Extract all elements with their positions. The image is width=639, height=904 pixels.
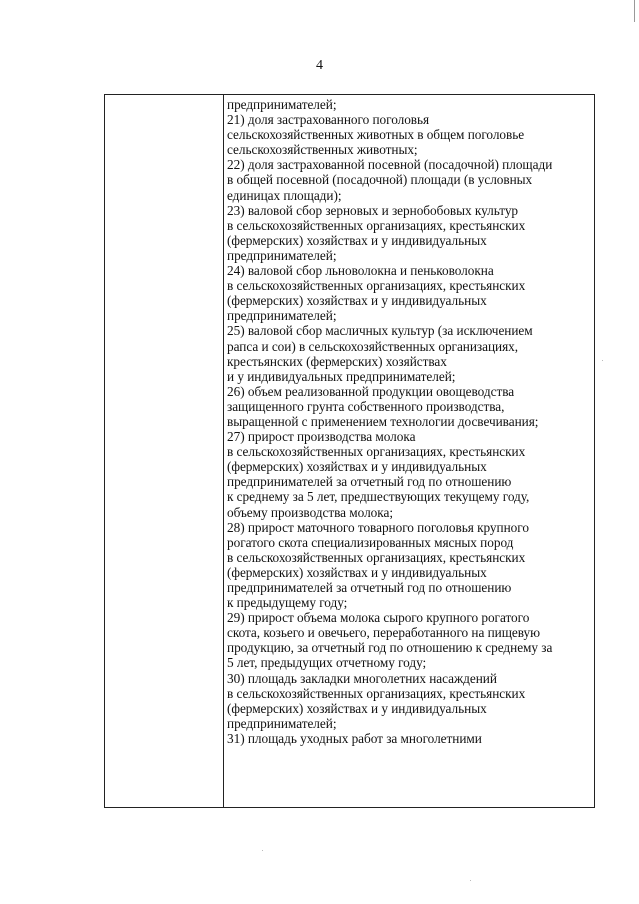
table-text-line: в сельскохозяйственных организациях, крестьянских	[227, 217, 526, 233]
table-text-line: 25) валовой сбор масличных культур (за исключением	[227, 323, 533, 339]
table-text-line: предпринимателей;	[227, 97, 337, 112]
table-text-line: и у индивидуальных предпринимателей;	[227, 368, 456, 384]
table-text-line: в сельскохозяйственных организациях, крестьянских	[227, 444, 526, 460]
table-text-line: предпринимателей;	[227, 715, 337, 731]
table-text-line: 29) прирост объема молока сырого крупного рогатого	[227, 610, 530, 626]
table-text-line: предпринимателей за отчетный год по отношению	[227, 580, 512, 595]
table-text-line: в сельскохозяйственных организациях, крестьянских	[227, 685, 526, 701]
table-text-line: крестьянских (фермерских) хозяйствах	[227, 353, 447, 369]
table-text-line: 5 лет, предыдущих отчетному году;	[227, 655, 427, 671]
scan-speck	[602, 360, 603, 361]
scan-speck	[262, 850, 263, 851]
table-text-line: 26) объем реализованной продукции овощеводства	[227, 383, 515, 399]
table-text-line: (фермерских) хозяйствах и у индивидуальных	[227, 459, 487, 475]
table-text-line: сельскохозяйственных животных в общем поголовье	[227, 127, 525, 143]
table-text-line: (фермерских) хозяйствах и у индивидуальных	[227, 293, 487, 309]
table-text-line: 21) доля застрахованного поголовья	[227, 112, 430, 128]
table-text-line: в общей посевной (посадочной) площади (в условных	[227, 172, 533, 188]
page-number: 4	[316, 58, 323, 73]
table-text-line: (фермерских) хозяйствах и у индивидуальных	[227, 232, 487, 248]
table-left-cell	[105, 95, 224, 807]
table-text-line: сельскохозяйственных животных;	[227, 142, 418, 158]
table-text-line: выращенной с применением технологии досвечивания;	[227, 413, 539, 429]
table-text-line: единицах площади);	[227, 187, 342, 203]
table-text-line: рогатого скота специализированных мясных пород	[227, 534, 514, 550]
document-table	[104, 94, 595, 808]
table-text-line: 28) прирост маточного товарного поголовья крупного	[227, 519, 529, 535]
table-text-line: к предыдущему году;	[227, 595, 348, 611]
table-text-line: продукцию, за отчетный год по отношению к среднему за	[227, 640, 553, 656]
table-text-line: в сельскохозяйственных организациях, крестьянских	[227, 278, 526, 294]
table-text-line: (фермерских) хозяйствах и у индивидуальных	[227, 700, 487, 716]
scan-speck	[470, 880, 471, 881]
table-text-line: предпринимателей;	[227, 308, 337, 324]
table-text-line: 30) площадь закладки многолетних насаждений	[227, 670, 497, 686]
table-text-line: защищенного грунта собственного производства,	[227, 398, 505, 414]
table-text-line: 22) доля застрахованной посевной (посадочной) площади	[227, 157, 553, 173]
table-text-line: в сельскохозяйственных организациях, крестьянских	[227, 549, 526, 565]
table-right-cell	[224, 95, 594, 807]
table-text-line: 27) прирост производства молока	[227, 429, 416, 445]
table-text-line: объему производства молока;	[227, 504, 393, 520]
table-text-line: к среднему за 5 лет, предшествующих текущему году,	[227, 489, 530, 505]
table-text-line: рапса и сои) в сельскохозяйственных организациях,	[227, 338, 519, 354]
table-text-line: предпринимателей за отчетный год по отношению	[227, 474, 512, 490]
table-text-line: (фермерских) хозяйствах и у индивидуальных	[227, 564, 487, 580]
scan-edge-mark	[634, 0, 635, 22]
table-text-line: предпринимателей;	[227, 247, 337, 263]
table-text-line: 24) валовой сбор льноволокна и пеньковолокна	[227, 263, 494, 279]
table-text-line: скота, козьего и овечьего, переработанного на пищевую	[227, 625, 541, 641]
table-text-line: 31) площадь уходных работ за многолетними	[227, 730, 482, 746]
table-text-line: 23) валовой сбор зерновых и зернобобовых культур	[227, 202, 519, 218]
